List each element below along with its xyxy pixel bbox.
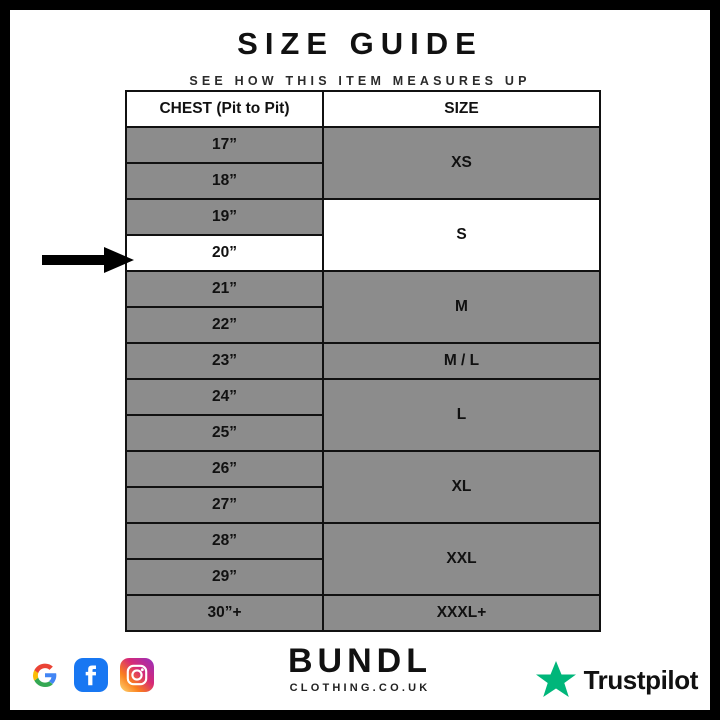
- table-row: [126, 271, 600, 307]
- table-row: [126, 451, 600, 487]
- size-guide-card: [10, 10, 710, 710]
- size-label-cell: L: [323, 379, 600, 451]
- column-header-size: SIZE: [323, 91, 600, 127]
- size-table-wrapper: [125, 90, 595, 632]
- chest-measurement-cell: 20”: [126, 235, 323, 271]
- table-header-row: [126, 91, 600, 127]
- trustpilot-badge[interactable]: [535, 660, 698, 700]
- selected-size-arrow-icon: [42, 247, 134, 273]
- size-label-cell: XL: [323, 451, 600, 523]
- chest-measurement-cell: 19”: [126, 199, 323, 235]
- table-row: [126, 343, 600, 379]
- chest-measurement-cell: 25”: [126, 415, 323, 451]
- chest-measurement-cell: 24”: [126, 379, 323, 415]
- table-row: [126, 523, 600, 559]
- trustpilot-label: Trustpilot: [583, 664, 698, 695]
- chest-measurement-cell: 30”+: [126, 595, 323, 631]
- chest-measurement-cell: 23”: [126, 343, 323, 379]
- size-table: [125, 90, 601, 632]
- chest-measurement-cell: 26”: [126, 451, 323, 487]
- brand-name: BUNDL: [288, 642, 432, 680]
- chest-measurement-cell: 18”: [126, 163, 323, 199]
- table-row: [126, 199, 600, 235]
- chest-measurement-cell: 21”: [126, 271, 323, 307]
- size-label-cell: S: [323, 199, 600, 271]
- size-label-cell: XXXL+: [323, 595, 600, 631]
- page-title: SIZE GUIDE: [237, 26, 483, 61]
- size-label-cell: XXL: [323, 523, 600, 595]
- size-label-cell: XS: [323, 127, 600, 199]
- chest-measurement-cell: 27”: [126, 487, 323, 523]
- page-subtitle: SEE HOW THIS ITEM MEASURES UP: [189, 74, 531, 88]
- size-label-cell: M / L: [323, 343, 600, 379]
- size-label-cell: M: [323, 271, 600, 343]
- chest-measurement-cell: 28”: [126, 523, 323, 559]
- brand-website: CLOTHING.CO.UK: [289, 681, 431, 694]
- column-header-chest: CHEST (Pit to Pit): [126, 91, 323, 127]
- table-row: [126, 595, 600, 631]
- chest-measurement-cell: 29”: [126, 559, 323, 595]
- table-row: [126, 127, 600, 163]
- table-row: [126, 379, 600, 415]
- trustpilot-star-icon: [535, 660, 577, 700]
- footer: [10, 640, 710, 710]
- chest-measurement-cell: 22”: [126, 307, 323, 343]
- chest-measurement-cell: 17”: [126, 127, 323, 163]
